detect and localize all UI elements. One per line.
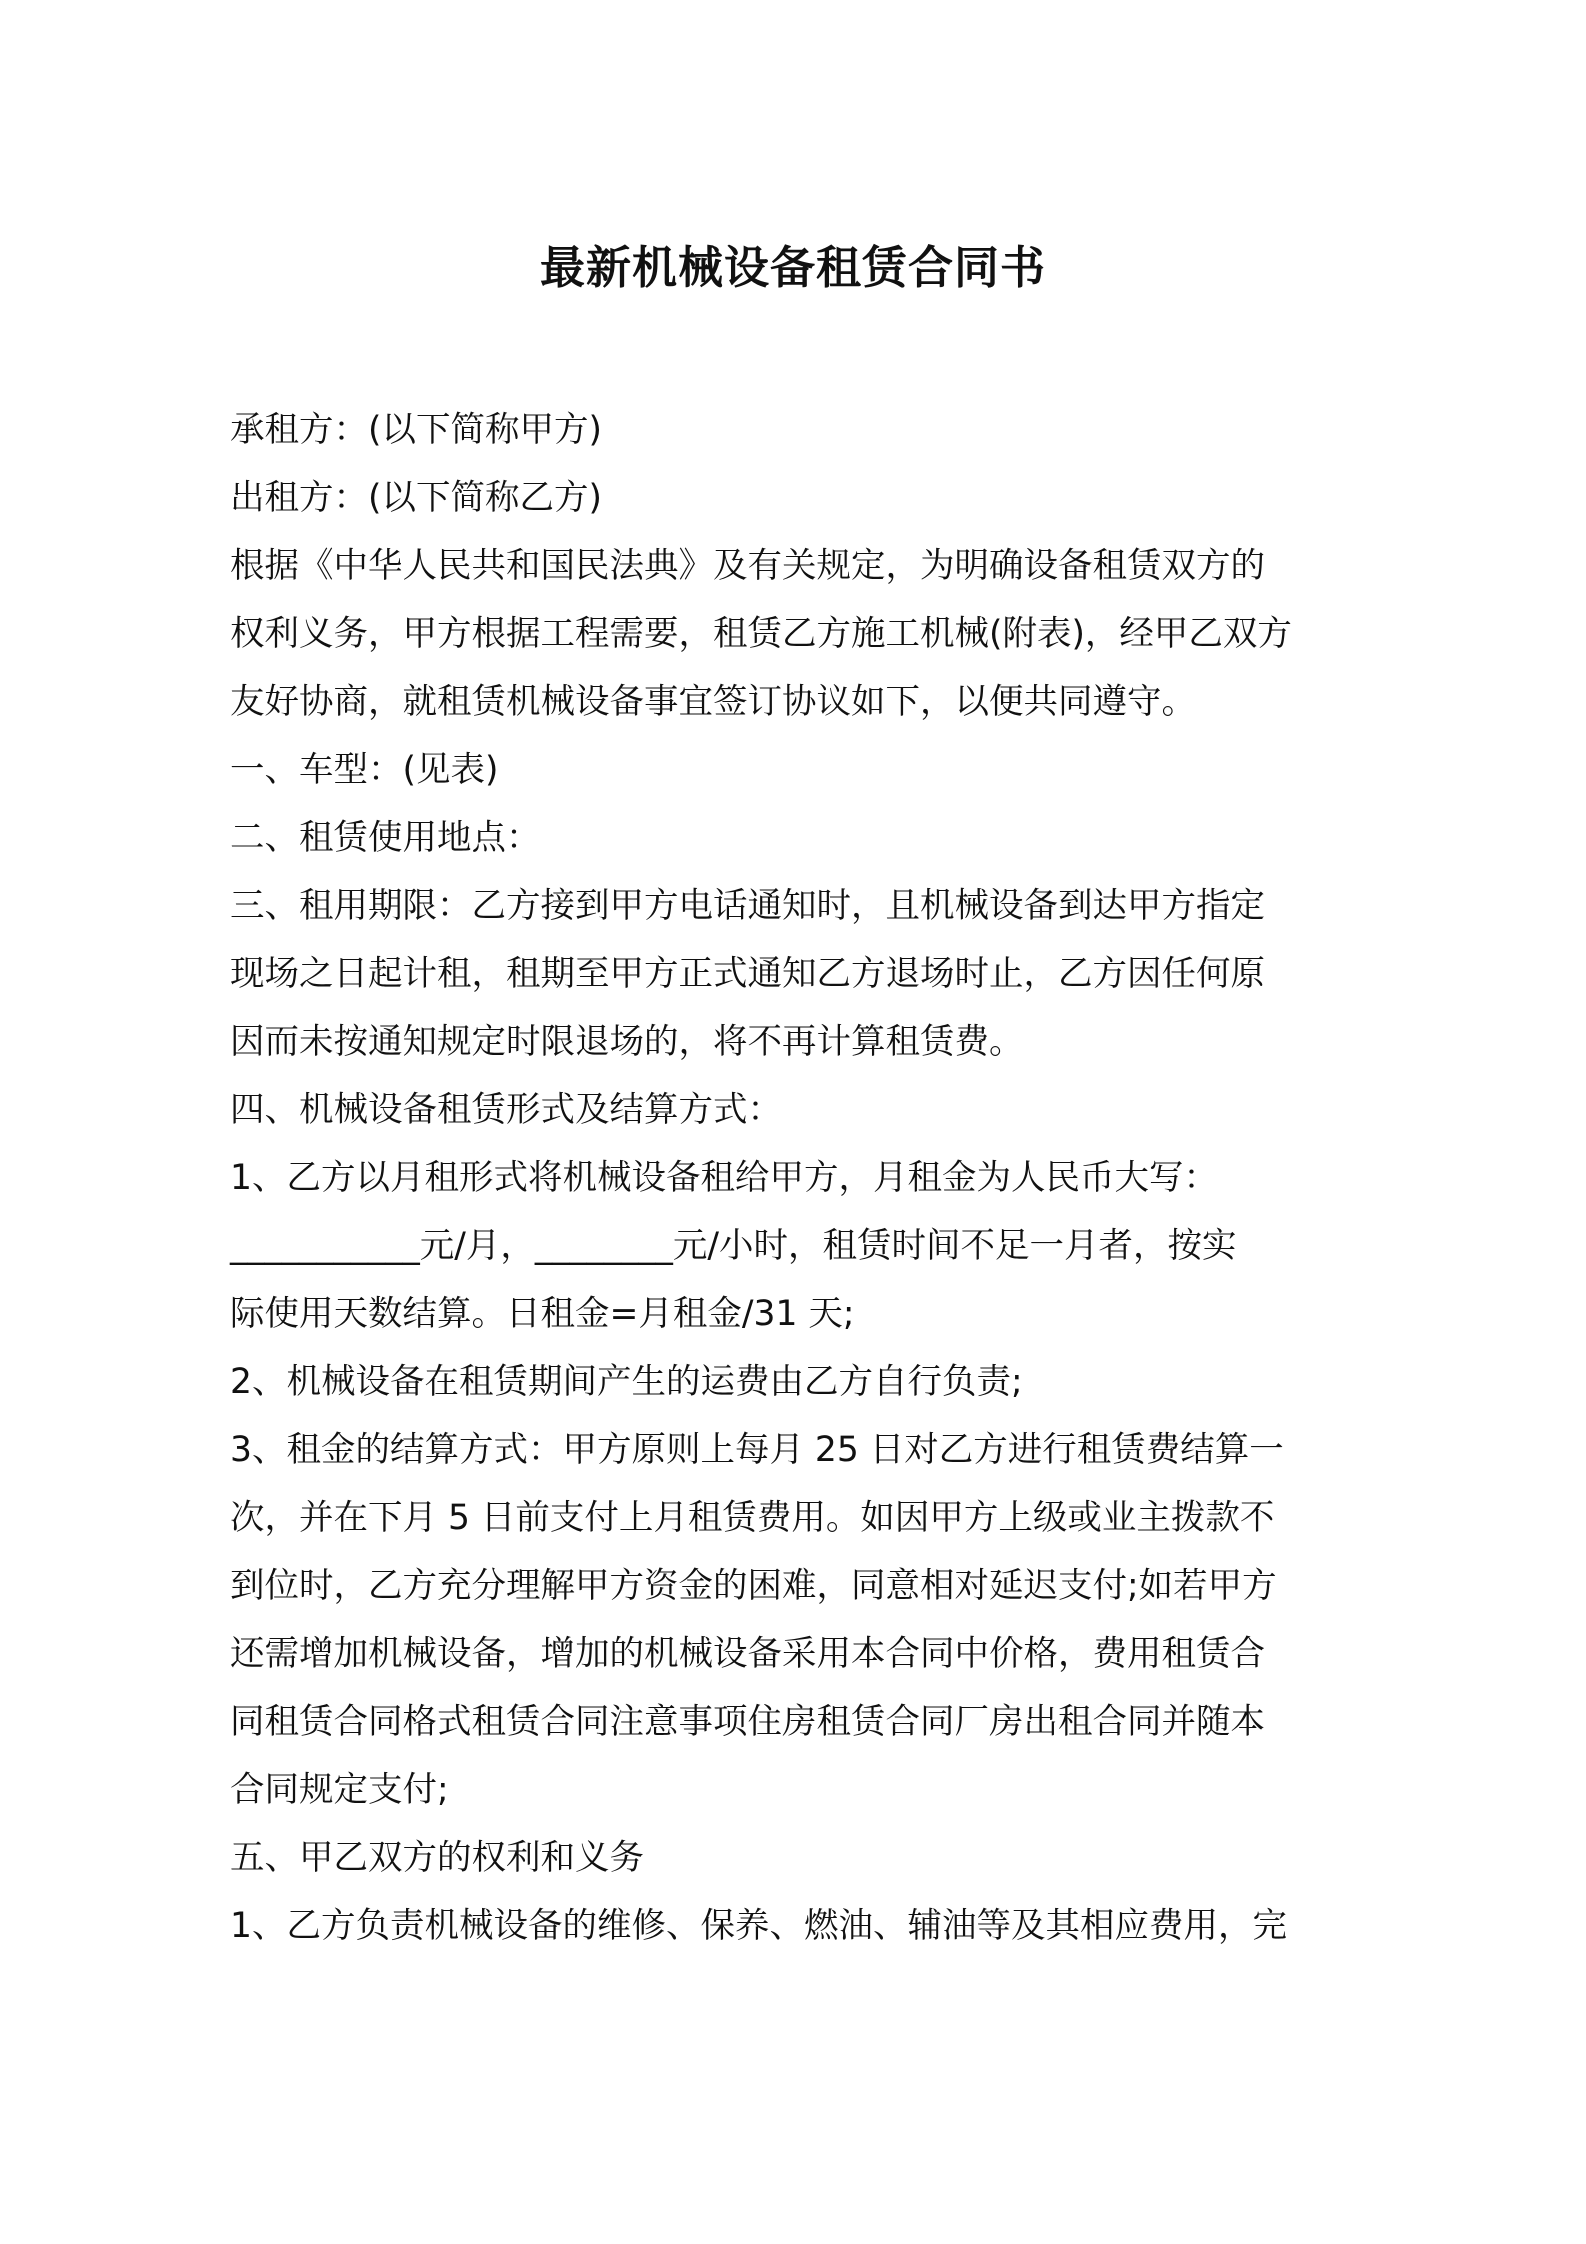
preamble-line-2: 权利义务，甲方根据工程需要，租赁乙方施工机械(附表)，经甲乙双方	[230, 614, 1292, 654]
clause-4-3-line-5: 同租赁合同格式租赁合同注意事项住房租赁合同厂房出租合同并随本	[230, 1702, 1265, 1742]
clause-4-3-line-1: 3、租金的结算方式：甲方原则上每月 25 日对乙方进行租赁费结算一	[230, 1430, 1284, 1470]
preamble-line-1: 根据《中华人民共和国民法典》及有关规定，为明确设备租赁双方的	[230, 546, 1265, 586]
section-2-location: 二、租赁使用地点：	[230, 818, 541, 858]
document-title: 最新机械设备租赁合同书	[539, 241, 1046, 294]
clause-4-1-line-1: 1、乙方以月租形式将机械设备租给甲方，月租金为人民币大写：	[230, 1158, 1218, 1198]
section-5-heading: 五、甲乙双方的权利和义务	[230, 1838, 644, 1878]
clause-4-3-line-2: 次，并在下月 5 日前支付上月租赁费用。如因甲方上级或业主拨款不	[230, 1498, 1275, 1538]
section-4-heading: 四、机械设备租赁形式及结算方式：	[230, 1090, 782, 1130]
clause-4-3-line-6: 合同规定支付;	[230, 1770, 449, 1810]
party-a-line: 承租方：(以下简称甲方)	[230, 410, 602, 450]
section-3-line-2: 现场之日起计租，租期至甲方正式通知乙方退场时止，乙方因任何原	[230, 954, 1265, 994]
section-1-vehicle-type: 一、车型：(见表)	[230, 750, 499, 790]
clause-4-1-line-3: 际使用天数结算。日租金=月租金/31 天;	[230, 1294, 855, 1334]
party-b-line: 出租方：(以下简称乙方)	[230, 478, 602, 518]
contract-body	[230, 396, 1360, 1960]
section-3-line-1: 三、租用期限：乙方接到甲方电话通知时，且机械设备到达甲方指定	[230, 886, 1265, 926]
preamble-line-3: 友好协商，就租赁机械设备事宜签订协议如下，以便共同遵守。	[230, 682, 1196, 722]
clause-4-3-line-3: 到位时，乙方充分理解甲方资金的困难，同意相对延迟支付;如若甲方	[230, 1566, 1277, 1606]
clause-4-2: 2、机械设备在租赁期间产生的运费由乙方自行负责;	[230, 1362, 1023, 1402]
clause-4-3-line-4: 还需增加机械设备，增加的机械设备采用本合同中价格，费用租赁合	[230, 1634, 1265, 1674]
section-3-line-3: 因而未按通知规定时限退场的，将不再计算租赁费。	[230, 1022, 1024, 1062]
clause-4-1-line-2: ___________元/月，________元/小时，租赁时间不足一月者，按实	[230, 1226, 1237, 1266]
clause-5-1-line-1: 1、乙方负责机械设备的维修、保养、燃油、辅油等及其相应费用，完	[230, 1906, 1287, 1946]
